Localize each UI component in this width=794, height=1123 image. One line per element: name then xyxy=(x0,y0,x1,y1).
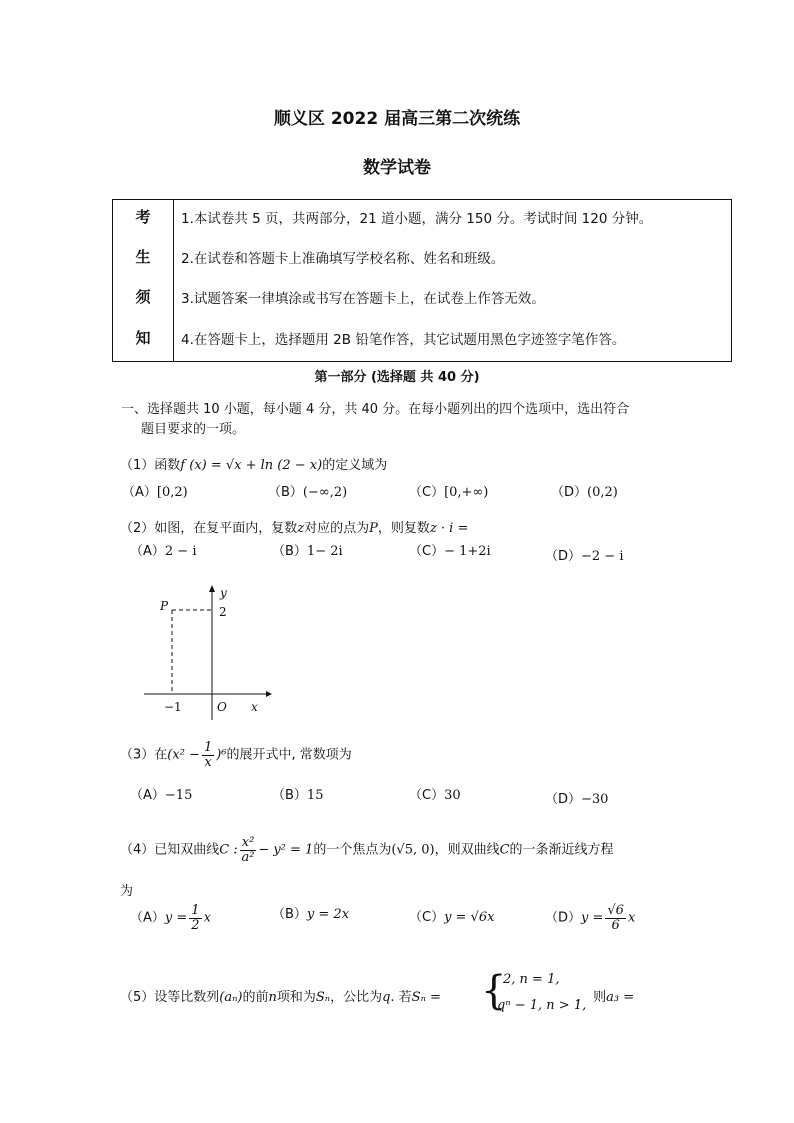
question-text: 的一条渐近线方程 xyxy=(509,842,614,858)
option-label: （A） xyxy=(130,544,165,559)
sum-equation: Sₙ = xyxy=(411,990,441,1005)
q3-option-d xyxy=(545,788,608,807)
option-value: − 1+2i xyxy=(444,544,491,559)
fraction-numerator: √6 xyxy=(607,903,624,918)
variable-n: n xyxy=(268,990,277,1005)
fraction xyxy=(202,741,214,769)
q3-option-a xyxy=(130,784,192,803)
question-text: 的前 xyxy=(242,990,269,1005)
part1-instruction-cont: 题目要求的一项。 xyxy=(141,422,246,437)
question-text: . 若 xyxy=(390,990,412,1005)
q4-option-d xyxy=(545,904,635,932)
fraction xyxy=(240,836,257,864)
point-p-label: P xyxy=(160,599,169,613)
part1-heading: 第一部分 (选择题 共 40 分) xyxy=(314,370,480,385)
option-lead: y = xyxy=(164,910,188,926)
question-text: 的展开式中, 常数项为 xyxy=(226,747,352,763)
option-value: [0,2) xyxy=(156,485,188,500)
notice-side-char: 考 xyxy=(135,208,151,226)
option-label: （B） xyxy=(272,544,307,559)
fraction-numerator: x² xyxy=(241,835,255,850)
notice-rule: 3.试题答案一律填涂或书写在答题卡上，在试卷上作答无效。 xyxy=(181,291,545,307)
notice-side-char: 知 xyxy=(135,329,151,347)
variable-p: P xyxy=(369,521,378,536)
y-axis-label: y xyxy=(220,586,227,600)
q4-option-b xyxy=(272,903,349,922)
notice-box xyxy=(112,199,732,362)
question-5 xyxy=(120,986,441,1005)
question-number: （1） xyxy=(120,458,155,473)
sequence-symbol: (aₙ) xyxy=(219,990,243,1005)
fraction-numerator: 1 xyxy=(191,903,200,918)
option-value: (0,2) xyxy=(587,485,618,500)
question-2 xyxy=(120,517,468,536)
x-axis-label: x xyxy=(251,700,258,714)
question-1 xyxy=(120,454,387,473)
question-number: （5） xyxy=(120,990,155,1005)
curve-name: C : xyxy=(219,842,238,858)
question-text: ， 则 xyxy=(576,990,607,1005)
option-label: （B） xyxy=(272,788,307,803)
notice-side-column xyxy=(113,200,174,361)
function-expression: f (x) = √x + ln (2 − x) xyxy=(180,458,323,473)
option-label: （C） xyxy=(409,788,445,803)
fraction xyxy=(605,904,626,932)
binomial-tail: )⁶ xyxy=(216,747,227,763)
question-text: 函数 xyxy=(154,458,181,473)
x-axis-arrow xyxy=(266,691,272,697)
notice-rule: 2.在试卷和答题卡上准确填写学校名称、姓名和班级。 xyxy=(181,251,505,267)
option-value: −30 xyxy=(581,792,609,807)
q1-option-b xyxy=(268,481,347,500)
option-label: （C） xyxy=(409,544,445,559)
fraction xyxy=(189,904,201,932)
complex-plane-figure xyxy=(140,580,280,720)
option-label: （B） xyxy=(268,485,303,500)
a3-symbol: a₃ = xyxy=(606,990,635,1005)
y-tick-label: 2 xyxy=(219,605,227,619)
option-label: （D） xyxy=(545,792,582,807)
fraction-denominator: a² xyxy=(241,849,255,865)
question-number: （4） xyxy=(120,842,155,858)
option-label: （C） xyxy=(409,485,445,500)
option-tail: x xyxy=(627,910,636,926)
notice-rule: 4.在答题卡上，选择题用 2B 铅笔作答，其它试题用黑色字迹签字笔作答。 xyxy=(181,332,626,348)
expression: z · i = xyxy=(429,521,469,536)
q4-option-c xyxy=(409,906,494,925)
question-3 xyxy=(120,741,352,769)
option-label: （D） xyxy=(545,910,582,926)
question-4-wrap: 为 xyxy=(120,884,134,899)
sum-symbol: Sₙ xyxy=(315,990,331,1005)
option-value: −2 − i xyxy=(581,549,624,564)
origin-label: O xyxy=(217,700,227,714)
option-value: y = √6x xyxy=(444,910,495,925)
option-value: y = 2x xyxy=(306,907,350,922)
q2-option-c xyxy=(409,540,491,559)
fraction-numerator: 1 xyxy=(203,740,213,755)
q2-option-d xyxy=(545,545,624,564)
equation-tail: − y² = 1 xyxy=(258,842,314,858)
option-lead: y = xyxy=(581,910,604,926)
fraction-denominator: 2 xyxy=(191,917,200,933)
question-number: （2） xyxy=(120,521,155,536)
q2-option-a xyxy=(130,540,197,559)
option-value: [0,+∞) xyxy=(444,485,489,500)
ratio-symbol: q xyxy=(382,990,391,1005)
q3-option-c xyxy=(409,784,461,803)
option-label: （D） xyxy=(551,485,588,500)
option-label: （A） xyxy=(130,910,165,926)
notice-side-char: 生 xyxy=(135,248,151,266)
option-value: 2 − i xyxy=(164,544,197,559)
binomial-lead: (x² − xyxy=(167,747,200,763)
variable-z: z xyxy=(297,521,305,536)
piecewise-case-2: qⁿ − 1, n > 1, xyxy=(497,998,587,1013)
question-text: ，则复数 xyxy=(377,521,430,536)
option-label: （A） xyxy=(130,788,165,803)
question-text: 对应的点为 xyxy=(304,521,370,536)
question-text: 的定义域为 xyxy=(322,458,388,473)
fraction-denominator: 6 xyxy=(611,917,620,933)
q4-option-a xyxy=(130,904,211,932)
notice-side-char: 须 xyxy=(135,288,151,306)
question-text: 已知双曲线 xyxy=(154,842,220,858)
option-value: 1− 2i xyxy=(306,544,343,559)
question-text: ，则双曲线 xyxy=(434,842,500,858)
q3-option-b xyxy=(272,784,323,803)
question-number: （3） xyxy=(120,747,155,763)
exam-subtitle: 数学试卷 xyxy=(363,158,431,178)
focus-point: (√5, 0) xyxy=(391,842,435,858)
question-text: 在 xyxy=(154,747,168,763)
part1-instruction: 一、选择题共 10 小题，每小题 4 分，共 40 分。在每小题列出的四个选项中，选出符合 xyxy=(121,402,630,417)
option-value: 15 xyxy=(306,788,324,803)
option-label: （B） xyxy=(272,907,307,922)
x-tick-label: −1 xyxy=(164,700,182,714)
option-label: （C） xyxy=(409,910,445,925)
question-text: 项和为 xyxy=(276,990,316,1005)
exam-title: 顺义区 2022 届高三第二次统练 xyxy=(273,109,521,129)
option-label: （D） xyxy=(545,549,582,564)
option-tail: x xyxy=(203,910,211,926)
question-text: ，公比为 xyxy=(330,990,383,1005)
option-value: −15 xyxy=(164,788,193,803)
q2-option-b xyxy=(272,540,343,559)
question-5-tail xyxy=(576,986,634,1005)
q1-option-a xyxy=(122,481,188,500)
notice-rule: 1.本试卷共 5 页，共两部分，21 道小题，满分 150 分。考试时间 120 分钟。 xyxy=(181,211,653,227)
question-text: 如图，在复平面内，复数 xyxy=(154,521,298,536)
piecewise-brace: { xyxy=(481,968,507,1014)
q1-option-c xyxy=(409,481,488,500)
option-value: (−∞,2) xyxy=(302,485,348,500)
curve-ref: C xyxy=(499,842,510,858)
question-4 xyxy=(120,836,614,864)
option-value: 30 xyxy=(444,788,461,803)
option-label: （A） xyxy=(122,485,157,500)
piecewise-case-1: 2, n = 1, xyxy=(503,972,560,987)
q1-option-d xyxy=(551,481,618,500)
y-axis-arrow xyxy=(209,585,215,592)
fraction-denominator: x xyxy=(204,754,212,770)
question-text: 的一个焦点为 xyxy=(313,842,392,858)
question-text: 设等比数列 xyxy=(154,990,220,1005)
